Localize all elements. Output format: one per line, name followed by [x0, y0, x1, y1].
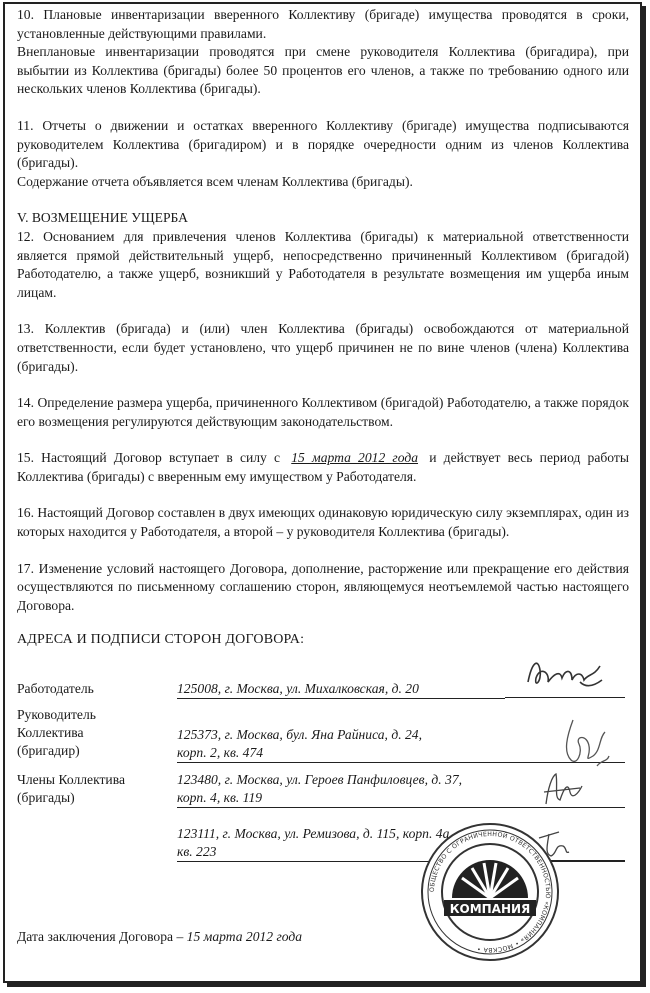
member2-address-line2: кв. 223: [177, 844, 217, 859]
addresses-title: АДРЕСА И ПОДПИСИ СТОРОН ДОГОВОРА:: [17, 632, 305, 647]
employer-label: Работодатель: [17, 681, 94, 696]
employer-signature: [520, 652, 610, 698]
paragraph-11b: Содержание отчета объявляется всем членам Коллектива (бригады).: [17, 173, 413, 189]
member1-address-line2: корп. 4, кв. 119: [177, 790, 263, 805]
company-seal: [420, 822, 560, 962]
head-address-line1: 125373, г. Москва, бул. Яна Райниса, д. 24,: [177, 727, 423, 742]
contract-body: [17, 6, 629, 615]
head-label: [17, 706, 167, 760]
paragraph-16: 16. Настоящий Договор составлен в двух имеющих одинаковую юридическую силу экземплярах, один из которых находится у Работодателя, а второй – у руководителя Коллектива (бригады).: [17, 505, 629, 540]
conclusion-date: [17, 929, 302, 945]
members-label-line1: Члены Коллектива: [17, 772, 125, 787]
effective-date: 15 марта 2012 года: [291, 450, 419, 466]
paragraph-10a: 10. Плановые инвентаризации вверенного Коллективу (бригаде) имущества проводятся в сроки, установленные действующими правилами.: [17, 7, 629, 41]
paragraph-11a: 11. Отчеты о движении и остатках вверенного Коллективу (бригаде) имущества подписываются руководителем Коллектива (бригадиром) и в порядке очередности одним из членов Коллектива (бригады).: [17, 117, 629, 171]
seal-ring-text: ОБЩЕСТВО С ОГРАНИЧЕННОЙ ОТВЕТСТВЕННОСТЬЮ «КОМПАНИЯ» • МОСКВА •: [428, 830, 552, 954]
paragraph-14: 14. Определение размера ущерба, причиненного Коллективом (бригадой) Работодателю, а также порядок его возмещения регулируются действующим законодательством.: [17, 395, 629, 429]
member1-address-line1: 123480, г. Москва, ул. Героев Панфиловцев, д. 37,: [177, 772, 463, 787]
conclusion-date-value: 15 марта 2012 года: [186, 929, 303, 944]
paragraph-10b: Внеплановые инвентаризации проводятся при смене руководителя Коллектива (бригадира), при выбытии из Коллектива (бригады) более 50 процентов его членов, а также по требованию одного или нескольких членов Коллектива (бригады).: [17, 44, 629, 97]
head-label-line2: Коллектива: [17, 725, 84, 740]
member1-signature: [538, 768, 588, 810]
paragraph-12: 12. Основанием для привлечения членов Коллектива (бригады) к материальной ответственности является прямой действительный ущерб, непосредственно причиненный Коллективом (бригадой) Работодателю, а также ущерб, возникший у Работодателя в результате возмещения им ущерба иным лицам.: [17, 228, 629, 300]
paragraph-13: 13. Коллектив (бригада) и (или) член Коллектива (бригады) освобождаются от материальной ответственности, если будет установлено, что ущерб причинен не по вине членов (члена) Коллектива (бригады).: [17, 321, 629, 374]
head-address-line2: корп. 2, кв. 474: [177, 745, 264, 760]
paragraph-17: 17. Изменение условий настоящего Договора, дополнение, расторжение или прекращение его действия осуществляются по письменному соглашению сторон, являющемуся неотъемлемой частью настоящего Договора.: [17, 560, 629, 613]
members-label-line2: (бригады): [17, 790, 75, 805]
paragraph-15: [17, 449, 629, 486]
head-label-line1: Руководитель: [17, 707, 96, 722]
conclusion-label: Дата заключения Договора –: [17, 929, 184, 944]
section-title-damages: V. ВОЗМЕЩЕНИЕ УЩЕРБА: [17, 210, 188, 226]
head-address: [177, 726, 505, 763]
paragraph-15-pre: 15. Настоящий Договор вступает в силу с: [17, 450, 281, 466]
paragraph-15-post: и действует весь период работы Коллектива (бригады) с вверенным ему имуществом у Работодателя.: [17, 450, 629, 484]
seal-company-name: КОМПАНИЯ: [449, 902, 531, 916]
member2-address-line1: 123111, г. Москва, ул. Ремизова, д. 115, корп. 4а,: [177, 826, 453, 841]
head-signature: [553, 716, 613, 772]
employer-address: 125008, г. Москва, ул. Михалковская, д. 20: [177, 680, 505, 699]
members-label: [17, 771, 167, 807]
head-label-line3: (бригадир): [17, 743, 80, 758]
member1-address: [177, 771, 505, 808]
